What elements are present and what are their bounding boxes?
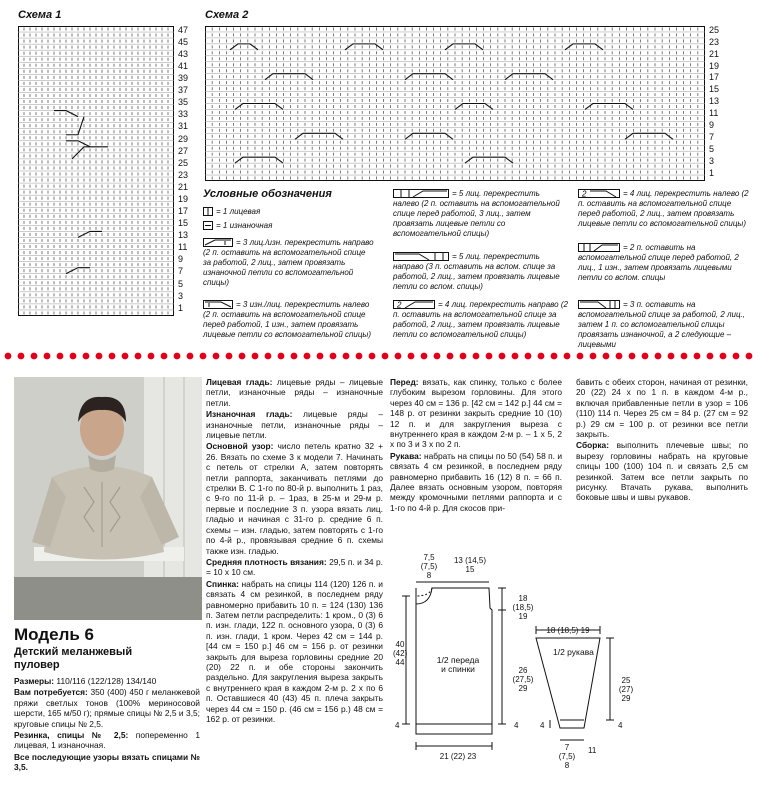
- sleeve-dim-bottom-b: 11: [588, 746, 597, 755]
- svg-text:2: 2: [582, 189, 587, 199]
- schema1-row-number: 11: [178, 242, 188, 253]
- model-subtitle-2: пуловер: [14, 659, 60, 671]
- stockinette-label: Лицевая гладь:: [206, 377, 273, 387]
- schema1-row-number: 7: [178, 266, 184, 277]
- text-column-2: [206, 377, 383, 725]
- schema2-row-number: 25: [709, 24, 720, 35]
- main-pattern-label: Основной узор:: [206, 441, 274, 452]
- back-value: набрать на спицы 114 (120) 126 п. и связать 4 см резинкой, в последнем ряду равномерно прибавить 10 п. = 124 (130) 136 п. Затем петли распределить: 1 кром., 0 (3) 6 п. изн. глади, 122 п. основного узора, 0 (3) 6 п. изн. глади, 1 кром. Через 42 см = 144 р. [44 см = 150 р.] 46 см = 156 р. от резинки закрыть для выреза горловины средние 20 (20) 22 п. и обе стороны закончить раздельно. Для закругления выреза закрыть с внутреннего края в каждом 2-м р. 2 х по 6 п. Оставшиеся 40 (43) 45 п. плеча закрыть через 44 см = 150 р. (46 см = 156 р.) 48 см = 162 р. от резинки.: [206, 578, 383, 724]
- schema2-title: Схема 2: [205, 9, 249, 21]
- schema2-row-number: 23: [709, 36, 720, 47]
- sizes-value: 110/116 (122/128) 134/140: [54, 676, 157, 686]
- schema2-row-number: 9: [709, 120, 715, 131]
- sleeve-dim-left-b: 4: [540, 721, 545, 730]
- cross-left-3-icon: [203, 300, 233, 309]
- schema1-row-number: 45: [178, 36, 189, 47]
- needed-value: 350 (400) 450 г меланжевой пряжи светлых тонов (100% мериносовой шерсти, 165 м/50 г); прямые спицы № 2,5 и 3,5; круговые спицы № 2,5.: [14, 687, 200, 729]
- assembly-label: Сборка:: [576, 440, 609, 451]
- schema2-row-number: 17: [709, 72, 720, 83]
- schema2-chart: [205, 26, 705, 181]
- schema2-row-number: 7: [709, 132, 715, 143]
- model-title: Модель 6: [14, 625, 94, 644]
- text-column-1: [14, 676, 200, 774]
- sleeves-label: Рукава:: [390, 450, 422, 461]
- schema1-row-number: 21: [178, 181, 189, 192]
- cross-right-4-icon: [393, 300, 435, 309]
- schema1-row-number: 29: [178, 133, 189, 144]
- sleeve-dim-right-b: 4: [618, 721, 623, 730]
- front-dim-right-b: 26 (27,5) 29: [512, 666, 534, 693]
- sleeve-label: 1/2 рукава: [553, 647, 594, 657]
- legend-item6: [393, 252, 568, 292]
- legend-item9: [578, 243, 750, 283]
- schema1-row-number: 33: [178, 109, 189, 120]
- front-label: Перед:: [390, 377, 419, 387]
- front-dim-top-a: 7,5 (7,5) 8: [420, 553, 438, 580]
- front-back-diagram: [392, 574, 522, 774]
- schema1-row-number: 39: [178, 73, 189, 84]
- model-photo: [14, 377, 202, 620]
- front-value: вязать, как спинку, только с более глубоким вырезом горловины. Для этого через 40 см = 136 р. [42 см = 142 р.] 44 см = 148 р. от резинки закрыть средние 10 (10) 12 п. и для закругления выреза с внутреннего края в каждом 2-м р. – 1 х 5, 2 х по 3 и 3 х по 2 п.: [390, 377, 562, 450]
- front-dim-left-b: 4: [395, 721, 400, 730]
- text-column-4: [576, 377, 748, 504]
- schema1-row-number: 9: [178, 254, 184, 265]
- schema1-row-number: 17: [178, 206, 189, 217]
- schema1-row-number: 25: [178, 157, 189, 168]
- sizes-label: Размеры:: [14, 676, 55, 686]
- legend-knit-text: = 1 лицевая: [216, 207, 261, 216]
- text-column-3: [390, 377, 562, 514]
- schema1-row-number: 23: [178, 169, 189, 180]
- dotted-divider: [0, 350, 760, 362]
- schema1-row-number: 13: [178, 230, 189, 241]
- schema1-row-number: 37: [178, 85, 189, 96]
- legend-item7-text: = 4 лиц. перекрестить направо (2 п. оставить на вспомогательной спице за работой, 2 лиц., затем провязать лицевые петли со вспомогательной спицы): [393, 300, 568, 339]
- schema1-title: Схема 1: [18, 9, 62, 21]
- boy-illustration: [14, 377, 202, 620]
- knit-symbol-icon: [203, 207, 213, 216]
- legend-item10-text: = 3 п. оставить на вспомогательной спице за работой, 2 лиц., затем 1 п. со вспомогательной спицы провязать изнаночной, а 2 следующие – лицевыми: [578, 300, 745, 349]
- front-dim-bottom: 21 (22) 23: [439, 752, 477, 761]
- all-patterns-note: Все последующие узоры вязать спицами № 3,5.: [14, 751, 200, 773]
- legend-item4-text: = 3 изн./лиц. перекрестить налево (2 п. оставить на вспомогательной спице перед работой, 1 изн., затем провязать лицевые петли со вспомогательной спицы): [203, 300, 371, 339]
- model-subtitle-1: Детский меланжевый: [14, 646, 133, 658]
- front-dim-left-a: 40 (42) 44: [393, 640, 408, 667]
- legend-item4: [203, 300, 375, 340]
- cross-left-4-icon: [578, 189, 620, 198]
- assembly-value: выполнить плечевые швы; по вырезу горловины набрать на круговые спицы 100 (100) 104 п. и связать 2,5 см резинкой. Затем все петли закрыть по рисунку. Втачать рукава, выполнить боковые швы и швы рукавов.: [576, 440, 748, 503]
- schema2-row-number: 5: [709, 144, 715, 155]
- front-dim-right-c: 4: [514, 721, 519, 730]
- legend-purl-text: = 1 изнаночная: [216, 221, 273, 230]
- reverse-label: Изнаночная гладь:: [206, 409, 293, 420]
- cross-3-mixed-icon: [578, 300, 620, 309]
- legend-item9-text: = 2 п. оставить на вспомогательной спице перед работой, 2 лиц., 1 изн., затем провязать лицевыми петли со вспом. спицы: [578, 243, 739, 282]
- needed-label: Вам потребуется:: [14, 687, 88, 698]
- schema1-row-number: 31: [178, 121, 189, 132]
- density-value: 29,5 п. и 34 р. = 10 х 10 см.: [206, 556, 384, 578]
- legend-item5: [393, 189, 568, 239]
- schema1-row-number: 47: [178, 24, 189, 35]
- stockinette-value: лицевые ряды – лицевые петли, изнаночные ряды – изнаночные петли.: [206, 377, 383, 408]
- legend-title: Условные обозначения: [203, 188, 332, 200]
- sleeve-dim-top: 18 (18,5) 19: [546, 626, 590, 635]
- svg-text:2: 2: [397, 300, 402, 310]
- legend-item8-text: = 4 лиц. перекрестить налево (2 п. оставить на вспомогательной спице перед работой, 2 лиц., затем провязать лицевые петли со вспомогательной спицы): [578, 189, 749, 228]
- purl-symbol-icon: [203, 221, 213, 230]
- front-dim-top-b: 13 (14,5) 15: [453, 556, 487, 574]
- main-pattern-value: число петель кратно 32 + 26. Вязать по схеме 3 к модели 7. Начинать с петель от стрелки А, затем повторять петли раппорта, заканчивать петлями до стрелки В. С 1-го по 80-й р. выполнить 1 раз, с 9-го по 11-й р. – 1раз, в 25-м и 29-м р. первые и последние 3 п. узора вязать лиц. гладью и начиная с 31-го р. средние 6 п. схемы – изн. гладью, затем повторять с 1-го по 4-й р., провязывая средние 6 п. схемы также изн. гладью.: [206, 441, 383, 556]
- legend-item6-text: = 5 лиц. перекрестить направо (3 п. оставить на вспом. спице за работой, 2 лиц., затем провязать лицевые петли со вспом. спицы): [393, 252, 560, 291]
- schema1-row-number: 27: [178, 145, 189, 156]
- cross-left-5-icon: [393, 189, 449, 198]
- legend-item7: [393, 300, 568, 340]
- sleeves-continued: бавить с обеих сторон, начиная от резинки, 20 (22) 24 х по 1 п. в каждом 4-м р., включая прибавленные петли в узор = 106 (110) 114 п. Через 25 см = 84 р. (27 см = 92 р.) 29 см = 100 р. от резинки все петли закрыть.: [576, 377, 748, 440]
- sleeves-value: набрать на спицы по 50 (54) 58 п. и связать 4 см резинкой, в последнем ряду равномерно прибавить 16 (12) 8 п. = 66 п. Далее вязать основным узором, повторяя между кромочными петлями раппорта и с 1-го по 4-й р. Для скосов при-: [390, 450, 562, 513]
- density-label: Средняя плотность вязания:: [206, 556, 327, 567]
- rib-value: попеременно 1 лицевая, 1 изнаночная.: [14, 730, 200, 751]
- schema2-row-number: 1: [709, 167, 715, 178]
- reverse-value: лицевые ряды – изнаночные петли, изнаночные ряды – лицевые петли.: [206, 409, 383, 441]
- back-label: Спинка:: [206, 578, 239, 589]
- schema1-row-number: 15: [178, 218, 189, 229]
- legend-purl: [203, 221, 373, 231]
- legend-item8: [578, 189, 750, 229]
- sleeve-dim-bottom-a: 7 (7,5) 8: [558, 743, 576, 770]
- legend-item3: [203, 238, 375, 288]
- legend-item5-text: = 5 лиц. перекрестить налево (2 п. оставить на вспомогательной спице перед работой, 3 лиц., затем провязать лицевые петли со вспомогательной спицы): [393, 189, 560, 238]
- schema1-row-number: 35: [178, 97, 189, 108]
- rib-label: Резинка, спицы № 2,5:: [14, 730, 129, 741]
- schema2-row-number: 13: [709, 96, 720, 107]
- legend-knit: [203, 207, 373, 217]
- cross-2knit-1purl-icon: [578, 243, 620, 252]
- schema1-row-number: 19: [178, 193, 189, 204]
- schema2-row-number: 15: [709, 84, 720, 95]
- legend-item10: [578, 300, 750, 350]
- schema2-row-number: 19: [709, 60, 720, 71]
- schema1-row-number: 3: [178, 290, 184, 301]
- schema1-row-number: 1: [178, 302, 184, 313]
- cross-right-5-icon: [393, 252, 449, 261]
- schema2-row-number: 21: [709, 48, 720, 59]
- cross-right-3-icon: [203, 238, 233, 247]
- sleeve-dim-right-a: 25 (27) 29: [618, 676, 634, 703]
- schema1-row-number: 5: [178, 278, 184, 289]
- front-dim-right-a: 18 (18,5) 19: [512, 594, 534, 621]
- schema1-chart: [18, 26, 174, 316]
- schema1-row-number: 41: [178, 61, 189, 72]
- front-label: 1/2 переда и спинки: [436, 655, 480, 674]
- legend-item3-text: = 3 лиц./изн. перекрестить направо (2 п. оставить на вспомогательной спице за работой, 2 лиц., затем провязать изнаночной петли со вспомогательной спицы): [203, 238, 374, 287]
- schema1-row-number: 43: [178, 48, 189, 59]
- schema2-row-number: 11: [709, 108, 719, 119]
- schema2-row-number: 3: [709, 155, 715, 166]
